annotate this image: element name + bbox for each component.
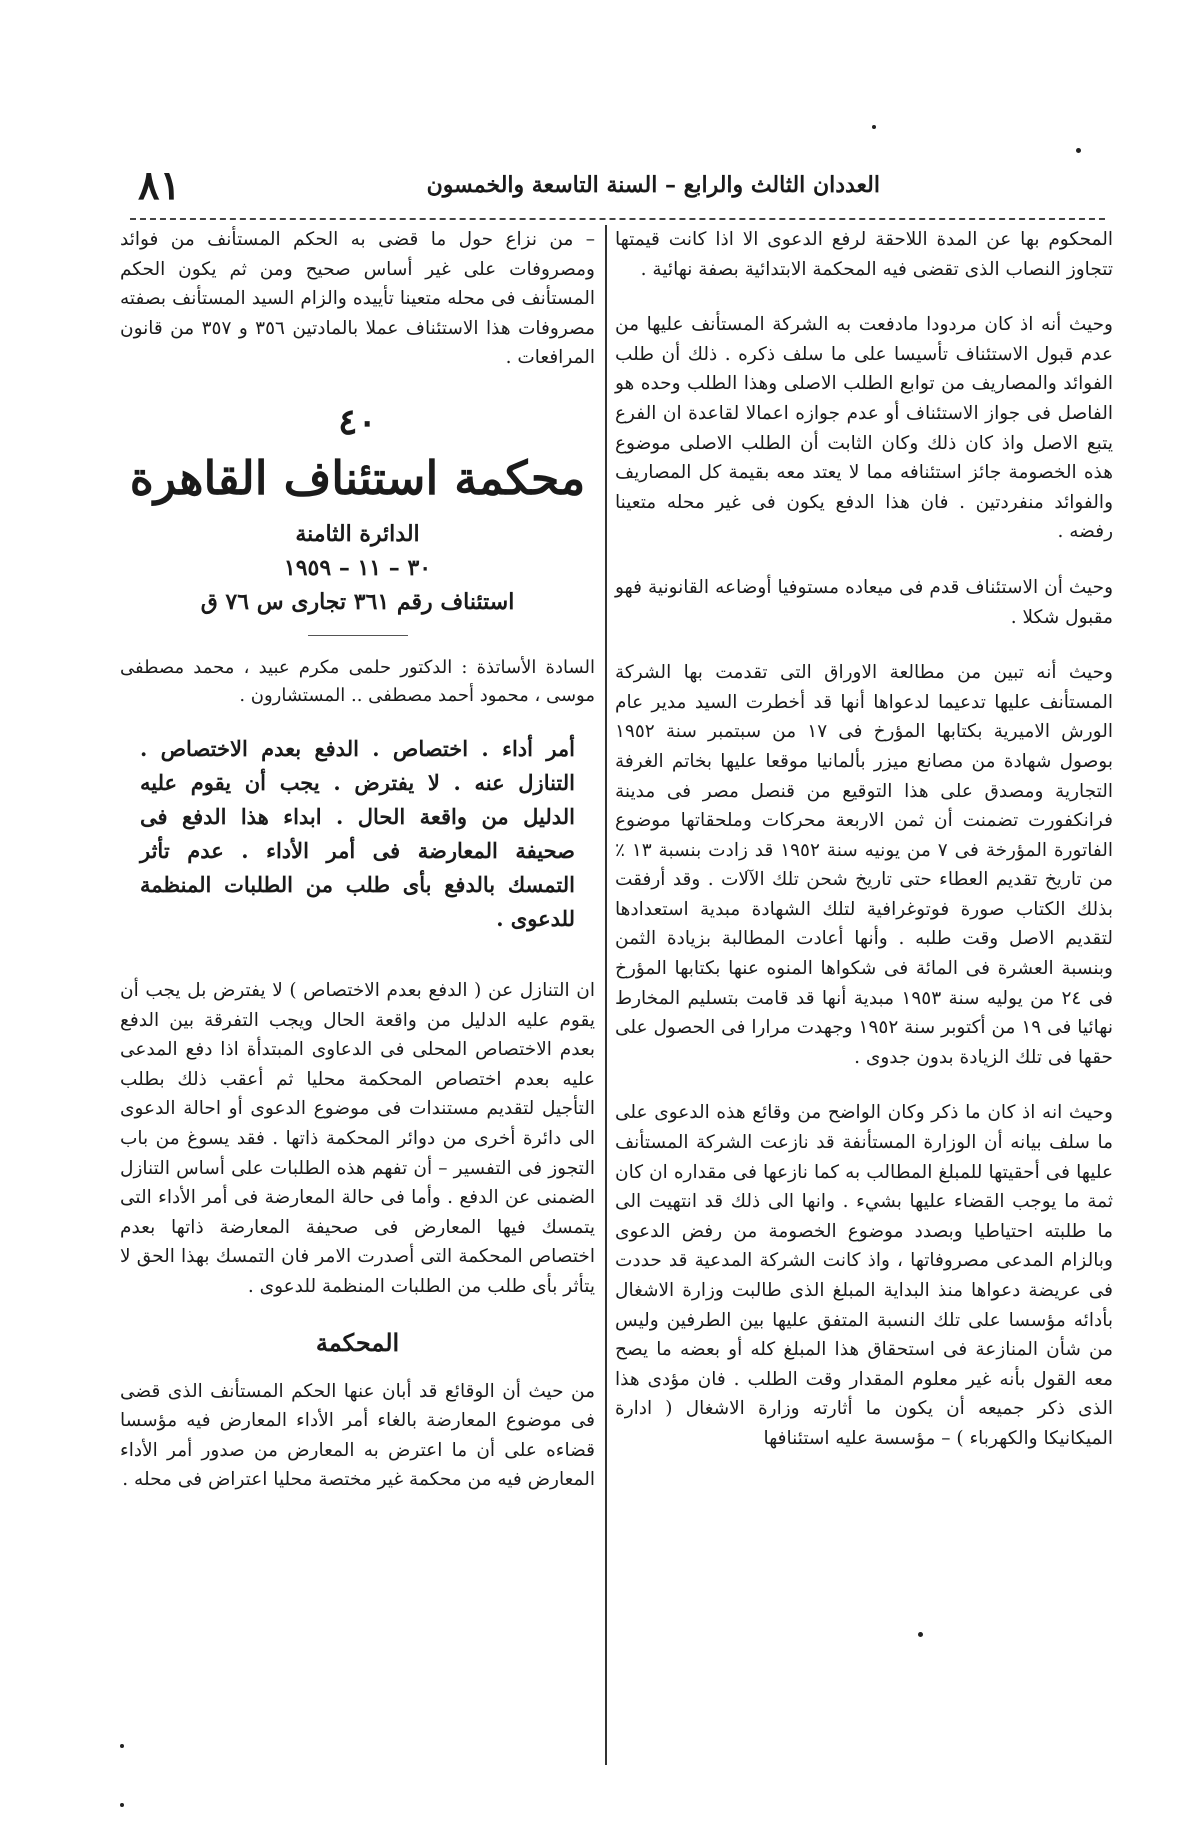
column-divider <box>605 225 607 1765</box>
scan-speck <box>120 1803 124 1807</box>
divider <box>308 635 408 636</box>
scan-speck <box>918 1632 923 1637</box>
paragraph: وحيث أنه تبين من مطالعة الاوراق التى تقدمت بها الشركة المستأنف عليها تدعيما لدعواها أنها قد أخطرت السيد مدير عام الورش الاميرية بكتابها المؤرخ فى ١٧ من سبتمبر سنة ١٩٥٢ بوصول شهادة من مصانع ميزر بألمانيا موقعا عليها بخاتم الغرفة التجارية ومصدق على هذا التوقيع من قنصل مصر فى مدينة فرانكفورت تضمنت أن ثمن الاربعة محركات وملحقاتها موضوع الفاتورة المؤرخة فى ٧ من يونيه سنة ١٩٥٢ قد زادت بنسبة ١٣ ٪ من تاريخ تقديم العطاء حتى تاريخ شحن تلك الآلات . وقد أرفقت بذلك الكتاب صورة فوتوغرافية لتلك الشهادة مبدية استعدادها لتقديم الاصل وقت طلبه . وأنها أعادت المطالبة بزيادة الثمن وبنسبة العشرة فى المائة فى شكواها المنوه عنها بكتابها المؤرخ فى ٢٤ من يوليه سنة ١٩٥٣ مبدية أنها قد قامت بتسليم المخارط نهائيا فى ١٩ من أكتوبر سنة ١٩٥٢ وجهدت مرارا فى الحصول على حقها فى تلك الزيادة بدون جدوى . <box>615 662 1114 1068</box>
legal-principle: أمر أداء . اختصاص . الدفع بعدم الاختصاص . التنازل عنه . لا يفترض . يجب أن يقوم عليه الدليل من واقعة الحال . ابداء هذا الدفع فى صحيفة المعارضة فى أمر الأداء . عدم تأثر التمسك بالدفع بأى طلب من الطلبات المنظمة للدعوى . <box>140 735 575 931</box>
section-title: المحكمة <box>315 1327 400 1357</box>
court-circuit: الدائرة الثامنة <box>295 520 420 547</box>
court-paragraph: من حيث أن الوقائع قد أبان عنها الحكم المستأنف الذى قضى فى موضوع المعارضة بالغاء أمر الأداء المعارض فيه مؤسسا قضاءه على أن ما اعترض به المعارض من صدور أمر الأداء المعارض فيه من محكمة غير مختصة محليا اعتراض فى محله . <box>120 1380 595 1491</box>
left-column <box>120 225 595 1521</box>
summary-paragraph: ان التنازل عن ( الدفع بعدم الاختصاص ) لا يفترض بل يجب أن يقوم عليه الدليل من واقعة الحال ويجب التفرقة بين الدفع بعدم الاختصاص المحلى فى الدعاوى المبتدأة اذا دفع المدعى عليه بعدم اختصاص المحكمة محليا ثم أعقب ذلك بطلب التأجيل لتقديم مستندات فى موضوع الدعوى أو احالة الدعوى الى دائرة أخرى من دوائر المحكمة ذاتها . فقد يسوغ من باب التجوز فى التفسير – أن تفهم هذه الطلبات على أساس التنازل الضمنى عن الدفع . وأما فى حالة المعارضة فى أمر الأداء التى يتمسك فيها المعارض فى صحيفة المعارضة ذاتها بعدم اختصاص المحكمة التى أصدرت الامر فان التمسك بهذا الحق لا يتأثر بأى طلب من الطلبات المنظمة للدعوى . <box>120 979 595 1297</box>
page-header <box>120 162 1120 220</box>
paragraph: وحيث انه اذ كان ما ذكر وكان الواضح من وقائع هذه الدعوى على ما سلف بيانه أن الوزارة المستأنفة قد نازعت الشركة المستأنف عليها فى أحقيتها للمبلغ المطالب به كما نازعها فى مقداره ان كان ثمة ما يوجب القضاء عليها بشيء . وانها الى ذلك قد انتهيت الى ما طلبته احتياطيا وبصدد موضوع الخصومة من رفض الدعوى وبالزام المدعى مصروفاتها ، واذ كانت الشركة المدعية قد حددت فى عريضة دعواها منذ البداية المبلغ الذى طالبت وزارة الاشغال بأدائه مؤسسا على تلك النسبة المتفق عليها بين الطرفين وليس من شأن المنازعة فى استحقاق هذا المبلغ كله أو بعضه ما يصح معه القول بأنه غير معلوم المقدار وقت الطلب . فان مؤدى هذا الذى ذكر جميعه أن يكون ما أثارته وزارة الاشغال ( ادارة الميكانيكا والكهرباء ) – مؤسسة عليه استئنافها <box>615 1102 1113 1449</box>
paragraph: المحكوم بها عن المدة اللاحقة لرفع الدعوى الا اذا كانت قيمتها تتجاوز النصاب الذى تقضى فيه المحكمة الابتدائية بصفة نهائية . <box>615 229 1113 280</box>
paragraph: وحيث أن الاستئناف قدم فى ميعاده مستوفيا أوضاعه القانونية فهو مقبول شكلا . <box>615 576 1113 628</box>
court-name: محكمة استئناف القاهرة <box>129 450 586 505</box>
judges-list: السادة الأساتذة : الدكتور حلمى مكرم عبيد ، محمد مصطفى موسى ، محمود أحمد مصطفى .. المستشارون . <box>120 656 595 706</box>
right-column <box>615 225 1113 1480</box>
journal-issue-title: العددان الثالث والرابع – السنة التاسعة والخمسون <box>426 172 880 198</box>
scan-speck <box>1076 148 1081 153</box>
judgment-date: ٣٠ – ١١ – ١٩٥٩ <box>283 554 432 581</box>
scan-speck <box>120 1744 124 1748</box>
scan-speck <box>872 125 876 129</box>
page-number: ٨١ <box>138 162 181 209</box>
appeal-number: استئناف رقم ٣٦١ تجارى س ٧٦ ق <box>200 588 515 615</box>
paragraph: وحيث أنه اذ كان مردودا مادفعت به الشركة المستأنف عليها من عدم قبول الاستئناف تأسيسا على ما سلف ذكره . ذلك أن طلب الفوائد والمصاريف من توابع الطلب الاصلى وهذا الطلب وحده هو الفاصل فى جواز الاستئناف أو عدم جوازه اعمالا لقاعدة ان الفرع يتبع الاصل واذ كان ذلك وكان الثابت أن الطلب الاصلى موضوع هذه الخصومة جائز استئنافه مما لا يعتد معه بقيمة كل المصاريف والفوائد منفردتين . فان هذا الدفع يكون فى غير محله متعينا رفضه . <box>615 314 1113 543</box>
case-number: ٤٠ <box>338 400 377 443</box>
header-divider <box>130 218 1105 220</box>
continuation-paragraph: – من نزاع حول ما قضى به الحكم المستأنف من فوائد ومصروفات على غير أساس صحيح ومن ثم يكون الحكم المستأنف فى محله متعينا تأييده والزام السيد المستأنف بصفته مصروفات هذا الاستئناف عملا بالمادتين ٣٥٦ و ٣٥٧ من قانون المرافعات . <box>120 229 595 369</box>
